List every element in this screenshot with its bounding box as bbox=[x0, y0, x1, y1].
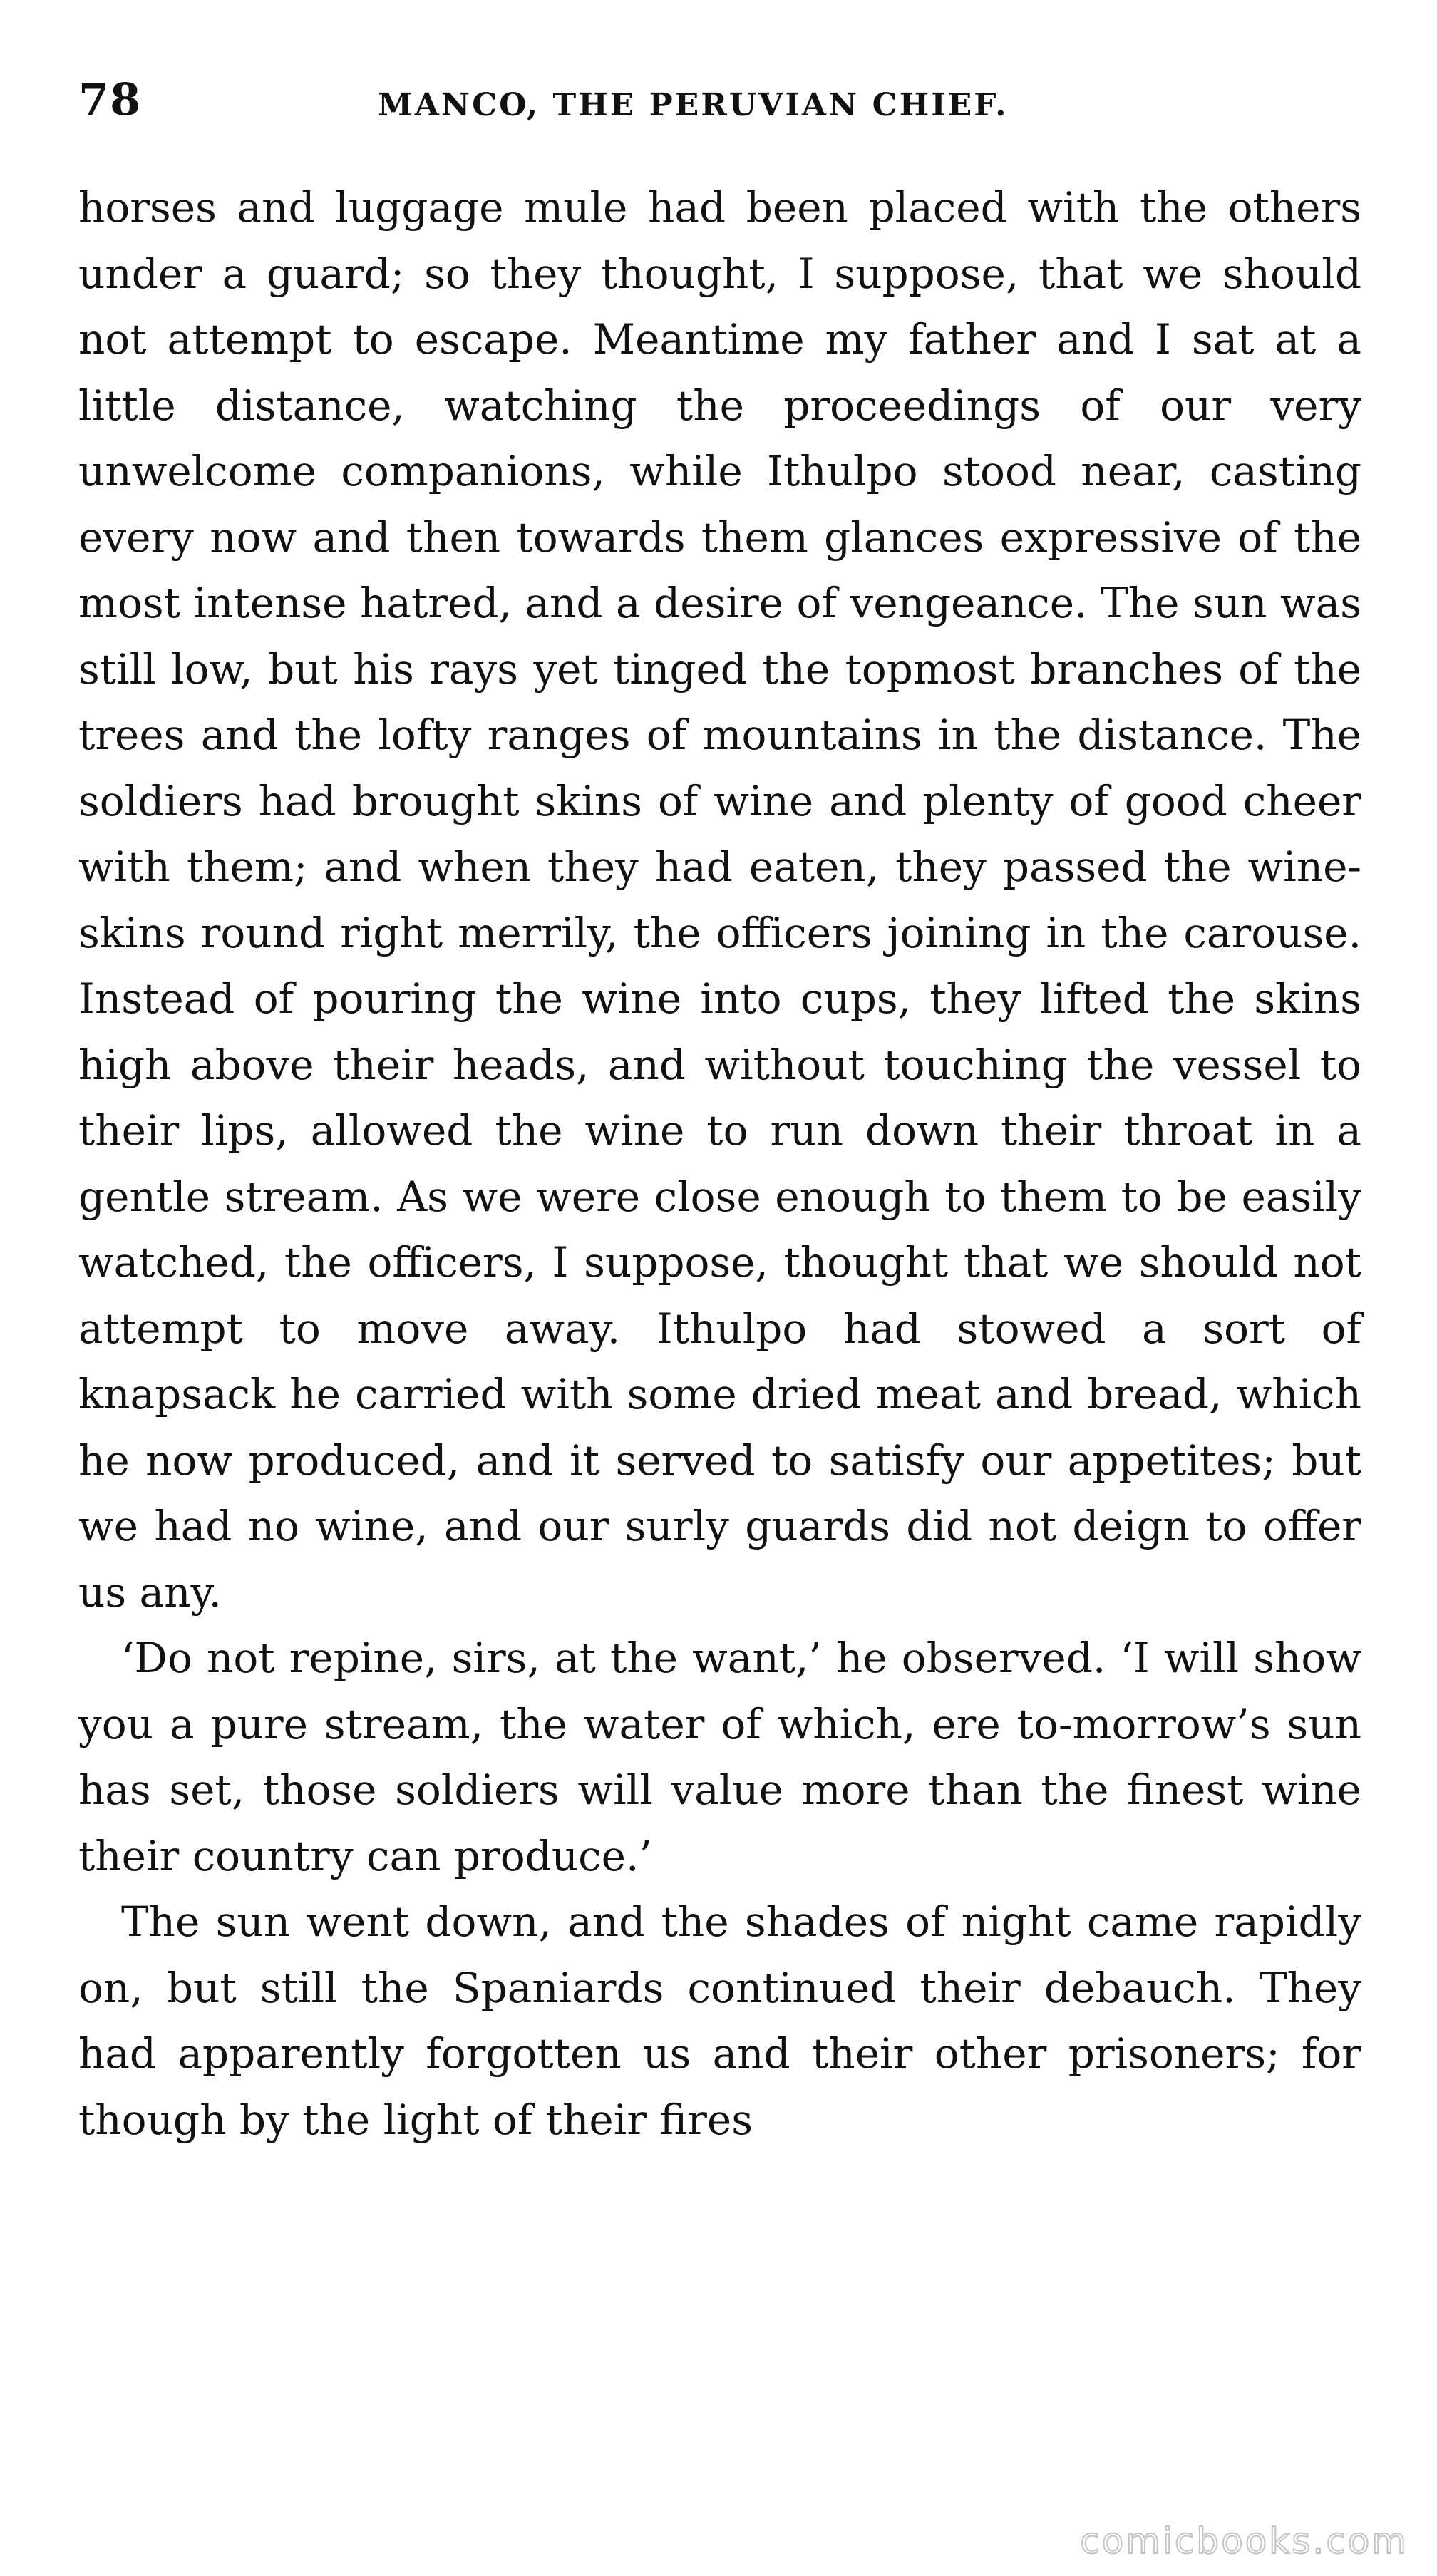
running-title: MANCO, THE PERUVIAN CHIEF. bbox=[378, 87, 1009, 123]
page-header bbox=[78, 68, 1369, 132]
paragraph-3: The sun went down, and the shades of night came rapidly on, but still the Spaniards continued their debauch. They had apparently forgotten us and their other prisoners; for though by the light of their fires bbox=[78, 1897, 1361, 2144]
paragraph-1: horses and luggage mule had been placed with the others under a guard; so they thought, I suppose, that we should not attempt to escape. Meantime my father and I sat at a little distance, watching the proceedings of our very unwelcome companions, while Ithulpo stood near, casting every now and then towards them glances expressive of the most intense hatred, and a desire of vengeance. The sun was still low, but his rays yet tinged the topmost branches of the trees and the lofty ranges of mountains in the distance. The soldiers had brought skins of wine and plenty of good cheer with them; and when they had eaten, they passed the wine-skins round right merrily, the officers joining in the carouse. Instead of pouring the wine into cups, they lifted the skins high above their heads, and without touching the vessel to their lips, allowed the wine to run down their throat in a gentle stream. As we were close enough to them to be easily watched, the officers, I suppose, thought that we should not attempt to move away. Ithulpo had stowed a sort of knapsack he carried with some dried meat and bread, which he now produced, and it served to satisfy our appetites; but we had no wine, and our surly guards did not deign to offer us any. bbox=[78, 183, 1361, 1617]
watermark: comicbooks.com bbox=[1080, 2520, 1408, 2562]
page-number: 78 bbox=[78, 73, 142, 125]
paragraph-2: ‘Do not repine, sirs, at the want,’ he observed. ‘I will show you a pure stream, the water of which, ere to-morrow’s sun has set, those soldiers will value more than the finest wine their country can produce.’ bbox=[78, 1634, 1361, 1880]
body-text bbox=[78, 175, 1361, 2153]
